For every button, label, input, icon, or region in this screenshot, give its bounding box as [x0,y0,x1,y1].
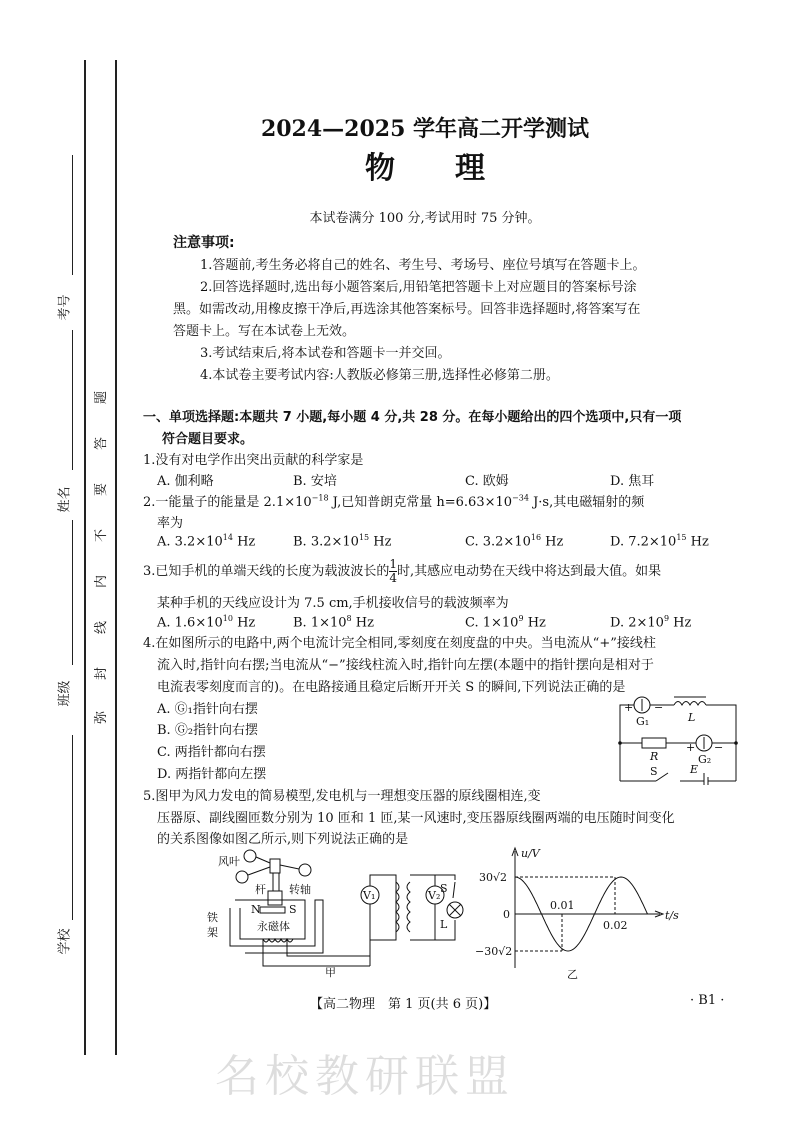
minus-label: − [714,741,724,754]
q4-option-c: C. 两指针都向右摆 [157,745,266,760]
q1-stem: 1.没有对电学作出突出贡献的科学家是 [143,453,364,468]
q3-stem: 3.已知手机的单端天线的长度为载波波长的 $\frac{1}{4}$ 时,其感应电动势在天线中将达到最大值。如果 [143,557,662,585]
q2-text: J·s,其电磁辐射的频 [528,495,645,510]
page-footer: 【高二物理 第 1 页(共 6 页)】 [310,997,497,1012]
resistor-label: R [650,750,659,763]
q4-option-d: D. 两指针都向左摆 [157,767,267,782]
exam-title: 2024—2025 学年高二开学测试 [260,116,590,142]
x-axis-label: t/s [665,909,679,922]
g2-label: G₂ [698,753,712,766]
figure-jia-wind-generator [205,843,340,978]
switch-label: S [650,765,658,778]
y-tick-min: −30√2 [475,945,513,958]
notice-item: 4.本试卷主要考试内容:人教版必修第三册,选择性必修第二册。 [200,368,559,383]
q2-text: 2.一能量子的能量是 2.1×10 [143,495,312,510]
section-heading-cont: 符合题目要求。 [162,432,254,447]
fraction: $\frac{1}{4}$ [389,557,398,585]
q3-option-c: C. $1\times 10^9$ Hz [465,614,546,631]
q4-stem: 电流表零刻度而言的)。在电路接通且稳定后断开开关 S 的瞬间,下列说法正确的是 [157,680,626,695]
magnet-label: 永磁体 [257,920,290,933]
y-tick-max: 30√2 [479,871,508,884]
seal-char: 不 [94,528,110,543]
y-axis-label: u/V [521,847,540,860]
q4-stem: 流入时,指针向右摆;当电流从“−”接线柱流入时,指针向左摆(本题中的指针摆向是相对于 [157,658,654,673]
q4-option-a: A. Ⓖ₁指针向右摆 [157,702,258,717]
y-tick-zero: 0 [503,908,510,921]
seal-char: 封 [94,666,110,681]
seal-char: 答 [94,436,110,451]
rod-label: 杆 [255,883,266,896]
transformer-circuit [340,870,470,970]
q5-stem: 的关系图像如图乙所示,则下列说法正确的是 [157,832,409,847]
field-name: 姓名 [57,486,73,513]
q3-option-b: B. $1\times 10^8$ Hz [293,614,374,631]
q3-option-d: D. $2\times 10^9$ Hz [610,614,692,631]
section-heading: 一、单项选择题:本题共 7 小题,每小题 4 分,共 28 分。在每小题给出的四个选项中,只有一项 [143,410,682,425]
q5-stem: 5.图甲为风力发电的简易模型,发电机与一理想变压器的原线圈相连,变 [143,789,541,804]
seal-char: 内 [94,574,110,589]
exam-info: 本试卷满分 100 分,考试用时 75 分钟。 [309,211,541,226]
x-tick-001: 0.01 [550,899,575,912]
q2-option-d: D. $7.2\times 10^{15}$ Hz [610,533,709,550]
n-pole-label: N [251,903,261,916]
field-underline [72,520,73,665]
q1-option-a: A. 伽利略 [157,474,214,489]
q4-stem: 4.在如图所示的电路中,两个电流计完全相同,零刻度在刻度盘的中央。当电流从“+”接线柱 [143,636,656,651]
notice-item: 1.答题前,考生务必将自己的姓名、考生号、考场号、座位号填写在答题卡上。 [200,258,646,273]
notice-item: 2.回答选择题时,选出每小题答案后,用铅笔把答题卡上对应题目的答案标号涂 [200,280,637,295]
x-tick-002: 0.02 [603,919,628,932]
s-pole-label: S [289,903,297,916]
plus-label: + [686,741,696,754]
seal-char: 弥 [94,710,110,725]
subject-title: 物 理 [365,151,485,186]
q2-option-a: A. $3.2\times 10^{14}$ Hz [157,533,256,550]
figure-yi-voltage-graph [475,843,685,983]
field-underline [72,330,73,470]
blade-label: 风叶 [218,855,240,868]
q2-exp: −18 [311,493,329,503]
battery-label: E [690,763,699,776]
shaft-label: 转轴 [289,883,311,896]
v2-label: V₂ [428,889,441,902]
watermark: 名校教研联盟 [215,1051,515,1102]
q2-option-c: C. $3.2\times 10^{16}$ Hz [465,533,564,550]
seal-char: 要 [94,482,110,497]
q4-option-b: B. Ⓖ₂指针向右摆 [157,723,259,738]
q2-stem [143,491,644,510]
field-exam-number: 考号 [57,294,73,321]
seal-char: 线 [94,620,110,635]
v1-label: V₁ [363,889,376,902]
q1-option-b: B. 安培 [293,474,337,489]
minus-label: − [654,701,664,714]
q3-option-a: A. $1.6\times 10^{10}$ Hz [157,614,256,631]
seal-char: 题 [94,390,110,405]
q4-circuit-figure [612,693,742,785]
q5-stem: 压器原、副线圈匝数分别为 10 匝和 1 匝,某一风速时,变压器原线圈两端的电压随时间变化 [157,811,675,826]
notice-item: 3.考试结束后,将本试卷和答题卡一并交回。 [200,346,451,361]
q1-option-c: C. 欧姆 [465,474,509,489]
iron-frame-label: 架 [207,926,218,939]
paper-code: · B1 · [690,993,725,1008]
field-school: 学校 [57,928,73,955]
q2-stem-cont: 率为 [157,516,184,531]
switch-label: S [440,882,448,895]
plus-label: + [624,701,634,714]
inductor-label: L [688,711,696,724]
field-underline [72,735,73,920]
q2-option-b: B. $3.2\times 10^{15}$ Hz [293,533,392,550]
notice-heading: 注意事项: [173,235,235,251]
figure-caption-yi: 乙 [567,968,578,981]
figure-caption-jia: 甲 [325,966,336,978]
q1-option-d: D. 焦耳 [610,474,655,489]
notice-item: 答题卡上。写在本试卷上无效。 [173,324,356,339]
notice-item: 黑。如需改动,用橡皮擦干净后,再选涂其他答案标号。回答非选择题时,将答案写在 [173,302,641,317]
g1-label: G₁ [636,715,650,728]
q2-text: J,已知普朗克常量 h=6.63×10 [328,495,513,510]
field-class: 班级 [57,680,73,707]
q3-stem-cont: 某种手机的天线应设计为 7.5 cm,手机接收信号的载波频率为 [157,596,509,611]
lamp-label: L [440,918,448,931]
iron-frame-label: 铁 [207,911,218,924]
q2-exp: −34 [512,493,529,503]
